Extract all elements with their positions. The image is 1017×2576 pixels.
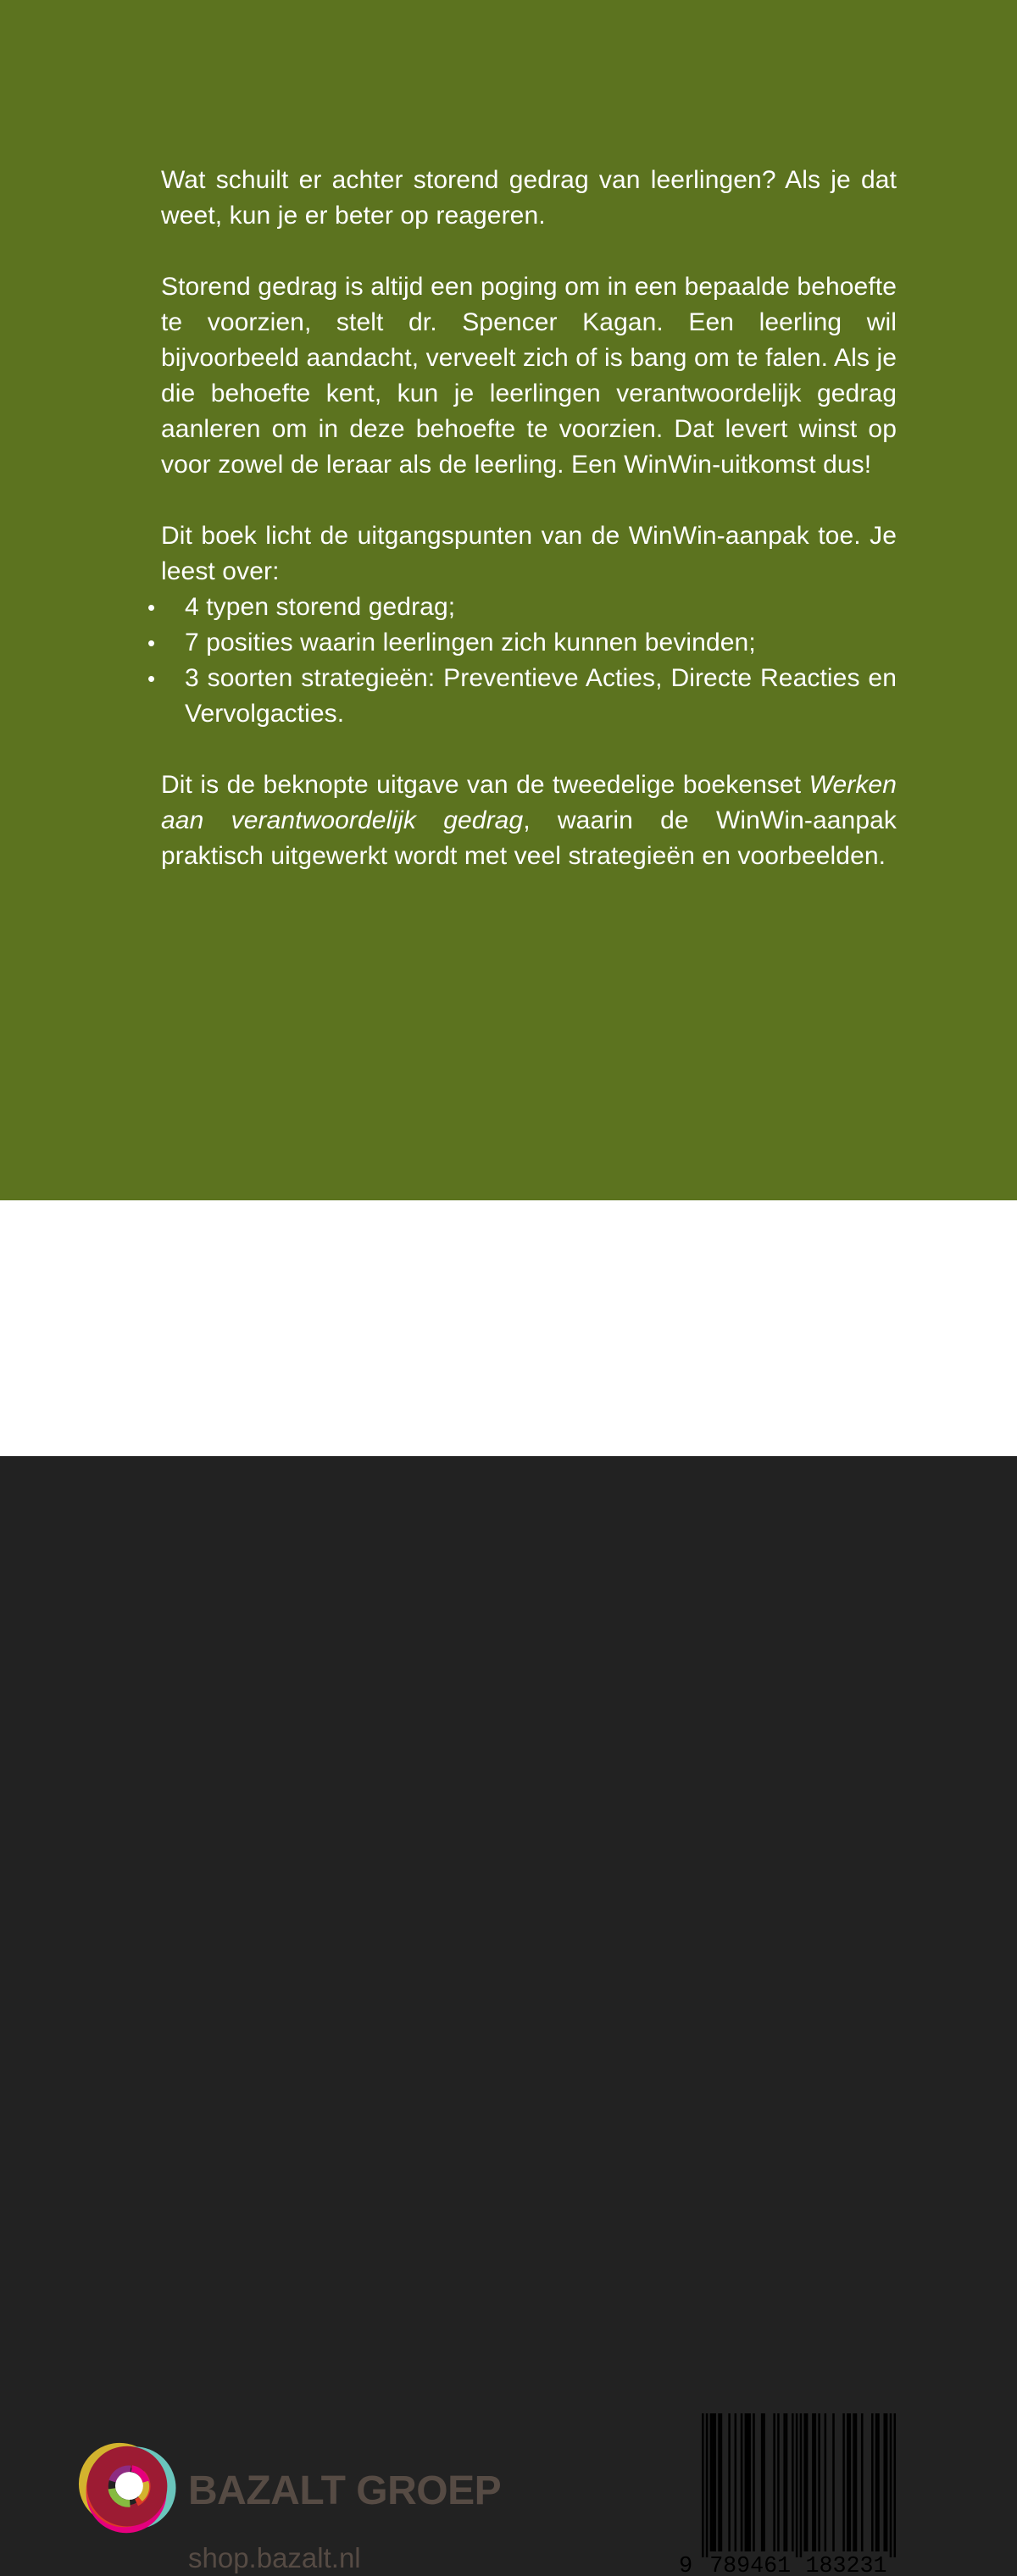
series-paragraph-prefix: Dit is de beknopte uitgave van de tweedelige boekenset <box>161 771 809 799</box>
blurb-paragraph-contents-intro: Dit boek licht de uitgangspunten van de WinWin-aanpak toe. Je leest over: <box>161 522 897 585</box>
svg-text:9: 9 <box>679 2554 693 2576</box>
svg-text:789461: 789461 <box>709 2554 792 2576</box>
contents-bullet-list <box>161 590 897 732</box>
blurb-text <box>161 163 897 910</box>
bullet-item-positions: • 7 posities waarin leerlingen zich kunnen bevinden; <box>161 625 897 661</box>
publisher-website: shop.bazalt.nl <box>188 2542 361 2573</box>
blurb-paragraph-kagan: Storend gedrag is altijd een poging om in een bepaalde behoefte te voorzien, stelt dr. Spencer Kagan. Een leerling wil bijvoorbeeld aandacht, verveelt zich of is bang om te falen. Als je die behoefte kent, kun je leerlingen verantwoordelijk gedrag aanleren om in deze behoefte te voorzien. Dat levert winst op voor zowel de leraar als de leerling. Een WinWin-uitkomst dus! <box>161 273 897 479</box>
svg-text:183231: 183231 <box>805 2554 887 2576</box>
series-title-italic: Werken aan verantwoordelijk gedrag <box>161 771 897 834</box>
series-paragraph-suffix: , waarin de WinWin-aanpak praktisch uitgewerkt wordt met veel strategieën en voorbeelden. <box>161 806 897 870</box>
footer-band <box>0 1200 1017 2576</box>
bullet-item-strategies: • 3 soorten strategieën: Preventieve Acties, Directe Reacties en Vervolgacties. <box>161 661 897 732</box>
bullet-item-types: • 4 typen storend gedrag; <box>161 590 897 625</box>
bazalt-ring-logo-icon <box>78 2440 176 2538</box>
series-paragraph <box>161 767 897 874</box>
isbn-barcode <box>674 2413 903 2576</box>
blurb-paragraph-intro: Wat schuilt er achter storend gedrag van leerlingen? Als je dat weet, kun je er beter op reageren. <box>161 166 897 230</box>
publisher-name: BAZALT GROEP <box>188 2468 502 2513</box>
